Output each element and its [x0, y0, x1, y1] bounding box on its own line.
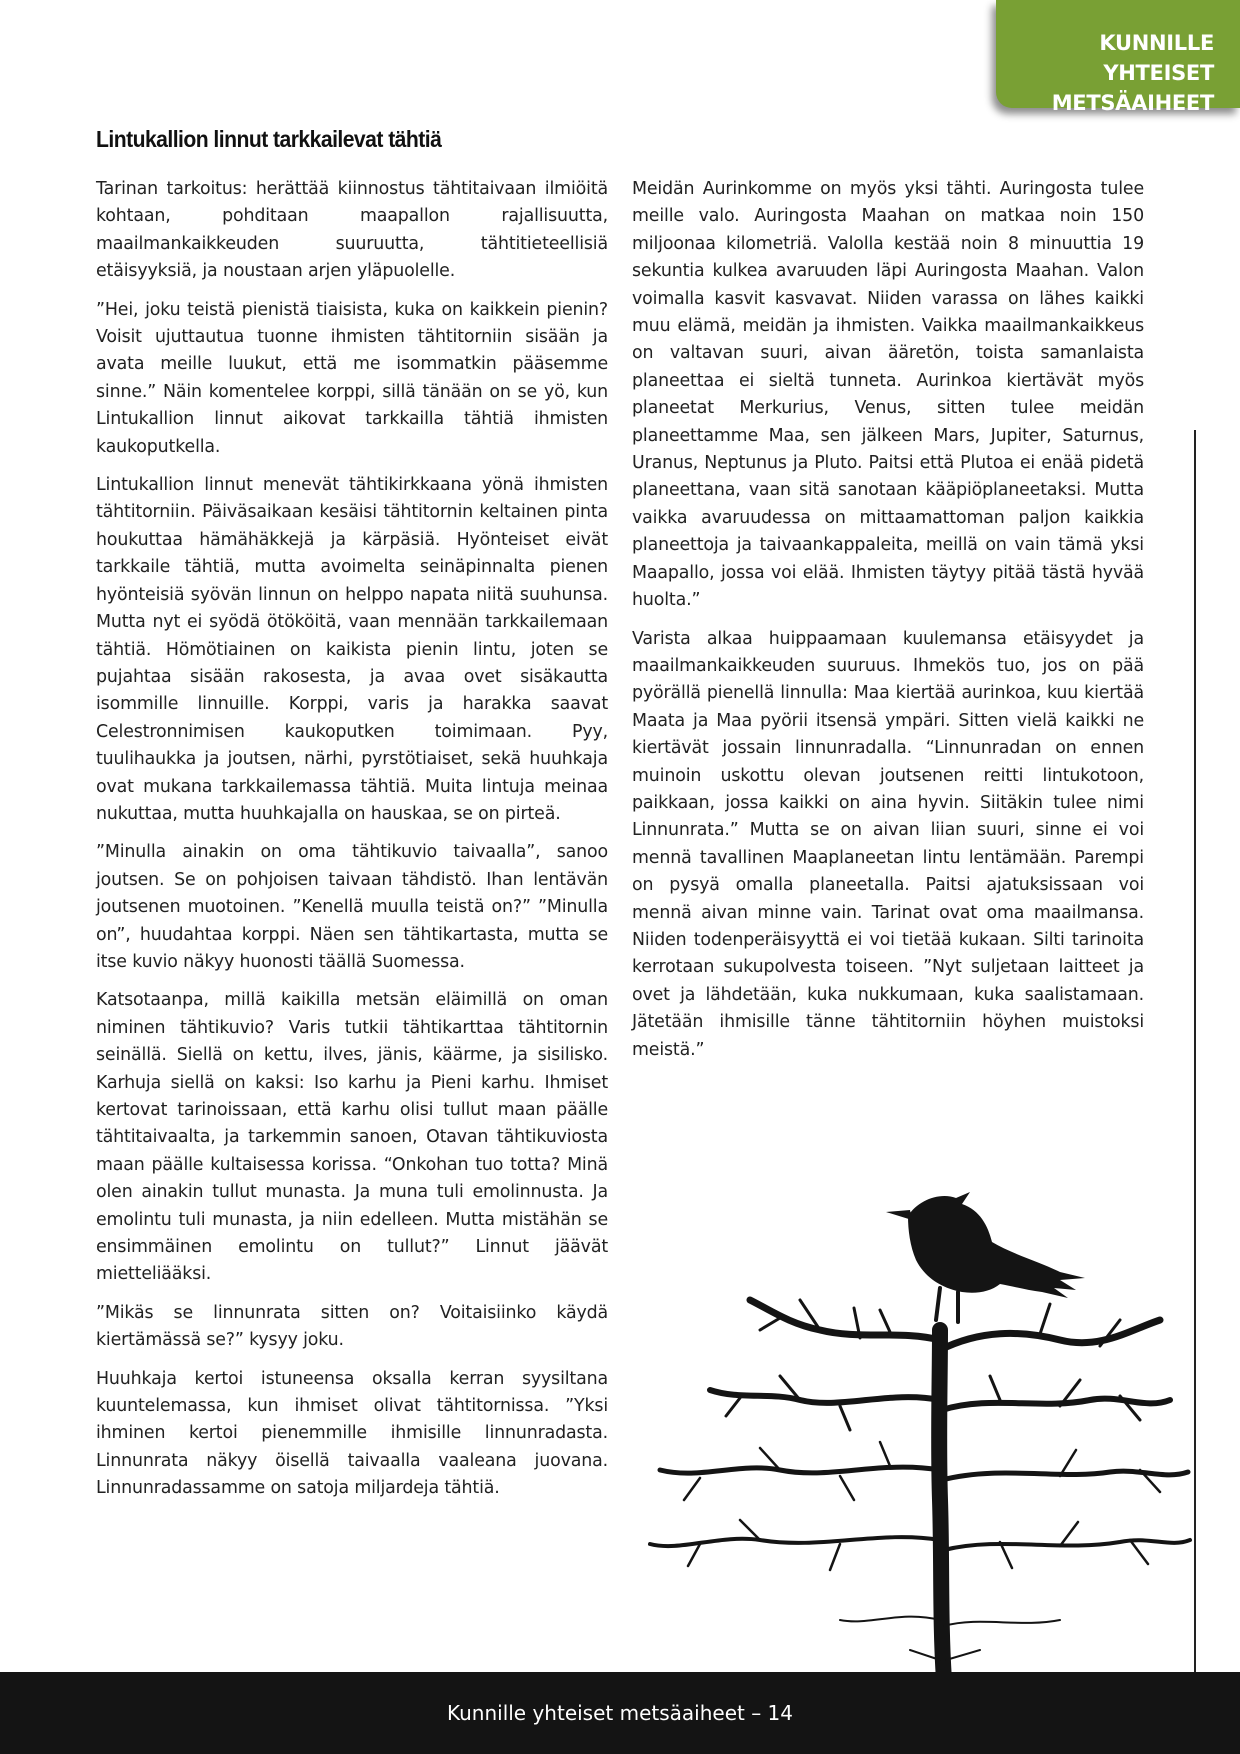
- paragraph: ”Minulla ainakin on oma tähtikuvio taivaalla”, sanoo joutsen. Se on pohjoisen taivaan tähdistö. Ihan lentävän joutsenen muotoinen. ”Kenellä muulla teistä on?” ”Minulla on”, huudahtaa korppi. Näen sen tähtikartasta, mutta se itse kuvio näkyy huonosti täällä Suomessa.: [96, 842, 608, 972]
- page-footer: [0, 1672, 1240, 1754]
- crow-on-tree-illustration: [640, 1180, 1200, 1680]
- footer-text: Kunnille yhteiset metsäaiheet – 14: [446, 1701, 794, 1725]
- paragraph: ”Mikäs se linnunrata sitten on? Voitaisiinko käydä kiertämässä se?” kysyy joku.: [96, 1302, 608, 1351]
- paragraph: Lintukallion linnut menevät tähtikirkkaana yönä ihmisten tähtitorniin. Päiväsaikaan kesäisi tähtitornin keltainen pinta houkuttaa hämähäkkejä ja kärpäsiä. Hyönteiset eivät tarkkaile tähtiä, mutta avoimelta seinäpinnalta pienen hyönteisiä syövän linnun on helppo napata niitä suuhunsa. Mutta nyt ei syödä ötököitä, vaan mennään tarkkailemaan tähtiä. Hömötiainen on kaikista pienin lintu, joten se pujahtaa sisään rakosesta, ja avaa ovet sisäkautta isommille linnuille. Korppi, varis ja harakka saavat Celestronnimisen kaukoputken toimimaan. Pyy, tuulihaukka ja joutsen, närhi, pyrstötiaiset, sekä huuhkaja ovat mukana tarkkailemassa tähtiä. Muita lintuja meinaa nukuttaa, mutta huuhkajalla on hauskaa, se on pirteä.: [96, 475, 608, 824]
- paragraph: Meidän Aurinkomme on myös yksi tähti. Auringosta tulee meille valo. Auringosta Maahan on matkaa noin 150 miljoonaa kilometriä. Valolla kestää noin 8 minuuttia 19 sekuntia kulkea avaruuden läpi Auringosta Maahan. Valon voimalla kasvit kasvavat. Niiden varassa on lähes kaikki muu elämä, meidän ja ihmisten. Vaikka maailmankaikkeus on valtavan suuri, aivan ääretön, toista samanlaista planeettaa ei sieltä tunneta. Aurinkoa kiertävät myös planeetat Merkurius, Venus, sitten tulee meidän planeettamme Maa, sen jälkeen Mars, Jupiter, Saturnus, Uranus, Neptunus ja Pluto. Paitsi että Plutoa ei enää pidetä planeettana, vaan sitä sanotaan kääpiöplaneetaksi. Mutta vaikka avaruudessa on mittaamattoman paljon kaikkia planeettoja ja taivaankappaleita, meillä on vain tämä yksi Maapallo, jossa voi elää. Ihmisten täytyy pitää tästä hyvää huolta.”: [632, 179, 1144, 611]
- section-tab: [996, 0, 1240, 115]
- paragraph: Huuhkaja kertoi istuneensa oksalla kerran syysiltana kuuntelemassa, kun ihmiset olivat tähtitornissa. ”Yksi ihminen kertoi pienemmille ihmisille linnunradasta. Linnunrata näkyy öisellä taivaalla vaaleana juovana. Linnunradassamme on satoja miljardeja tähtiä.: [96, 1368, 608, 1499]
- paragraph: Tarinan tarkoitus: herättää kiinnostus tähtitaivaan ilmiöitä kohtaan, pohditaan maapallon rajallisuutta, maailmankaikkeuden suuruutta, tähtitieteellisiä etäisyyksiä, ja noustaan arjen yläpuolelle.: [96, 179, 608, 282]
- right-column: [632, 176, 1144, 1075]
- section-tab-line-1: KUNNILLE YHTEISET: [1099, 31, 1214, 85]
- paragraph: ”Hei, joku teistä pienistä tiaisista, kuka on kaikkein pienin? Voisit ujuttautua tuonne ihmisten tähtitorniin sisään ja avata meille luukut, että me isommatkin pääsemme sinne.” Näin komentelee korppi, sillä tänään on se yö, kun Lintukallion linnut aikovat tarkkailla tähtiä ihmisten kaukoputkella.: [96, 299, 608, 457]
- left-column: [96, 176, 608, 1514]
- section-tab-line-2: METSÄAIHEET: [1051, 91, 1214, 115]
- paragraph: Katsotaanpa, millä kaikilla metsän eläimillä on oman niminen tähtikuvio? Varis tutkii tähtikarttaa tähtitornin seinällä. Siellä on kettu, ilves, jänis, käärme, ja sisilisko. Karhuja siellä on kaksi: Iso karhu ja Pieni karhu. Ihmiset kertovat tarinoissaan, että karhu olisi tullut maan päälle tähtitaivaalta, ja tarkemmin sanoen, Otavan tähtikuviosta maan päälle kultaisessa korissa. “Onkohan tuo totta? Minä olen ainakin tullut munasta. Ja muna tuli emolinnusta. Ja emolintu tuli munasta, ja niin edelleen. Mutta mistähän se ensimmäinen emolintu on tullut?” Linnut jäävät mietteliääksi.: [96, 990, 608, 1285]
- article-title: Lintukallion linnut tarkkailevat tähtiä: [96, 126, 442, 152]
- paragraph: Varista alkaa huippaamaan kuulemansa etäisyydet ja maailmankaikkeuden suuruus. Ihmekös tuo, jos on pää pyörällä pienellä linnulla: Maa kiertää aurinkoa, kuu kiertää Maata ja Maa pyörii itsensä ympäri. Sitten vielä kaikki ne kiertävät jossain linnunradalla. “Linnunradan on ennen muinoin uskottu olevan joutsenen reitti lintukotoon, paikkaan, jossa kaikki on aina hyvin. Siitäkin tulee nimi Linnunrata.” Mutta se on aivan liian suuri, sinne ei voi mennä tavallinen Maaplaneetan lintu lentämään. Parempi on pysyä omalla planeetalla. Paitsi ajatuksissaan voi mennä aivan minne vain. Tarinat ovat oma maailmansa. Niiden todenperäisyyttä ei voi tietää kukaan. Silti tarinoita kerrotaan sukupolvesta toiseen. ”Nyt suljetaan laitteet ja ovet ja lähdetään, kuka nukkumaan, kuka saalistamaan. Jätetään ihmisille tänne tähtitorniin höyhen muistoksi meistä.”: [632, 628, 1144, 1060]
